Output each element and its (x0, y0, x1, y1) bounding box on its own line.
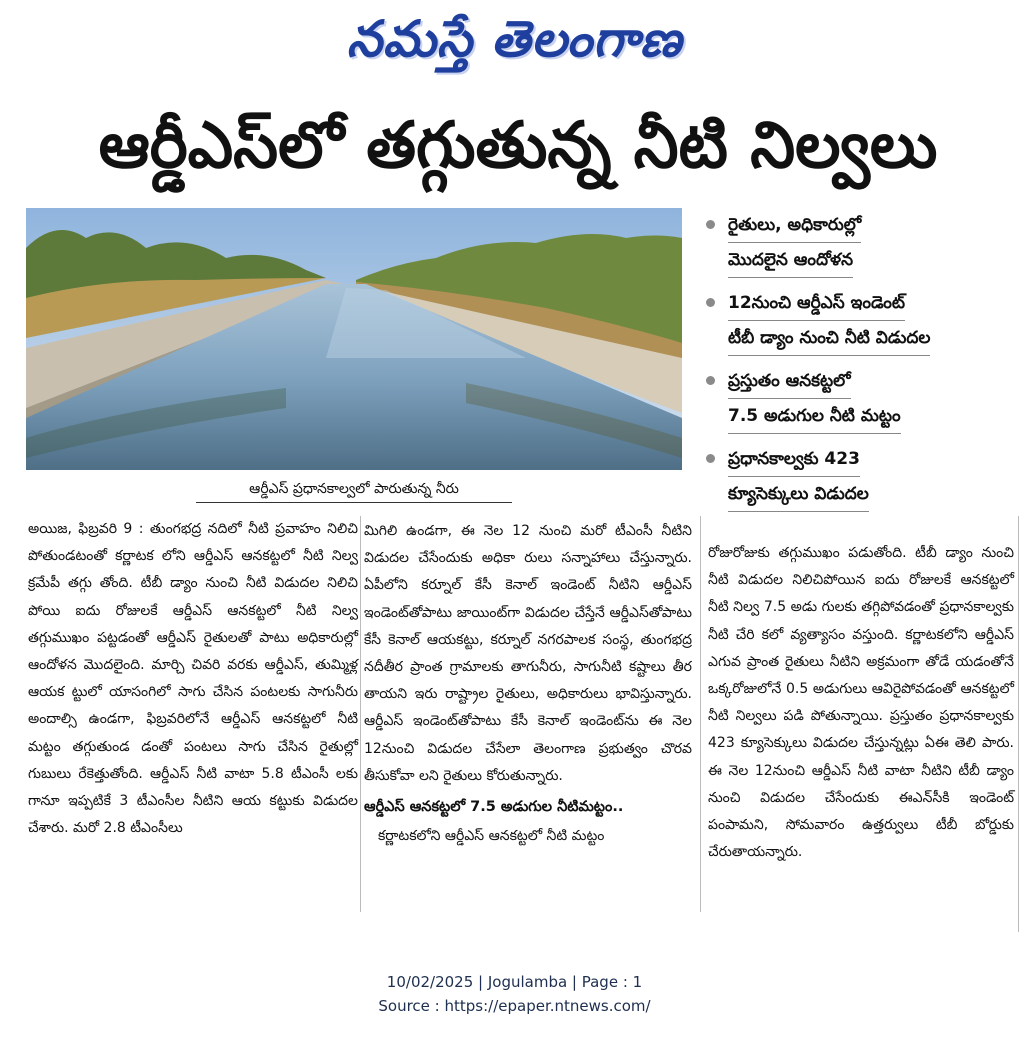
article-paragraph: అయిజ, ఫిబ్రవరి 9 : తుంగభద్ర నదిలో నీటి ప్రవాహం నిలిచి పోతుండటంతో కర్ణాటక లోని ఆర్డీఎస్ ఆనకట్టలో నీటి నిల్వ క్రమేపీ తగ్గు తోంది. టీబీ డ్యాం నుంచి నీటి విడుదల నిలిచి పోయి ఐదు రోజులకే ఆర్డీఎస్ ఆనకట్టలో నీటి నిల్వ తగ్గుముఖం పట్టడంతో ఆర్డీఎస్ రైతులతో పాటు అధికారుల్లో ఆందోళన మొదలైంది. మార్చి చివరి వరకు ఆర్డీఎస్, తుమ్మిళ్ల ఆయక ట్టులో యాసంగిలో సాగు చేసిన పంటలకు సాగునీరు అందాల్సి ఉండగా, ఫిబ్రవరిలోనే ఆర్డీఎస్ ఆనకట్టలో నీటి మట్టం తగ్గుతుండ డంతో పంటలు సాగు చేసిన రైతుల్లో గుబులు రేకెత్తుతోంది. ఆర్డీఎస్ నీటి వాటా 5.8 టీఎంసీ లకు గానూ ఇప్పటికే 3 టీఎంసీల నీటిని ఆయ కట్టుకు విడుదల చేశారు. మరో 2.8 టీఎంసీలు (28, 521, 358, 837)
highlight-line: మొదలైన ఆందోళన (728, 243, 853, 278)
highlights-list (704, 208, 1014, 520)
headline: ఆర్డీఎస్‌లో తగ్గుతున్న నీటి నిల్వలు (98, 109, 938, 183)
highlight-item (704, 208, 1014, 278)
bullet-icon (706, 220, 715, 229)
newspaper-logo: నమస్తే తెలంగాణ (346, 10, 683, 68)
photo-caption: ఆర్డీఎస్ ప్రధానకాల్వలో పారుతున్న నీరు (249, 481, 459, 497)
column-divider (700, 516, 701, 912)
highlight-line: 12నుంచి ఆర్డీఎస్ ఇండెంట్ (728, 286, 905, 321)
highlight-line: 7.5 అడుగుల నీటి మట్టం (728, 399, 901, 434)
bullet-icon (706, 376, 715, 385)
highlight-line: రైతులు, అధికారుల్లో (728, 208, 861, 243)
article-subheading: ఆర్డీఎస్ ఆనకట్టలో 7.5 అడుగుల నీటిమట్టం.. (364, 799, 624, 816)
highlight-item (704, 442, 1014, 512)
page-footer (0, 970, 1029, 1018)
column-divider (360, 516, 361, 912)
bullet-icon (706, 298, 715, 307)
article-column-2 (364, 518, 692, 850)
highlight-line: ప్రస్తుతం ఆనకట్టలో (728, 364, 851, 399)
article-paragraph: రోజురోజుకు తగ్గుముఖం పడుతోంది. టీబీ డ్యాం నుంచి నీటి విడుదల నిలిచిపోయిన ఐదు రోజులకే ఆనకట్టలో నీటి నిల్వ 7.5 అడు గులకు తగ్గిపోవడంతో ప్రధానకాల్వకు నీటి చేరి కలో వ్యత్యాసం వస్తుంది. కర్ణాటకలోని ఆర్డీఎస్ ఎగువ ప్రాంత రైతులు నీటిని అక్రమంగా తోడే యడంతోనే ఒక్కరోజులోనే 0.5 అడుగులు ఆవిరైపోవడంతో ఆనకట్టలో నీటి నిల్వలు పడి పోతున్నాయి. ప్రస్తుతం ప్రధానకాల్వకు 423 క్యూసెక్కులు విడుదల చేస్తున్నట్లు ఏఈ తెలి పారు. ఈ నెల 12నుంచి ఆర్డీఎస్ నీటి వాటా నీటిని టీబీ డ్యాం నుంచి విడుదల చేసేందుకు ఈఎన్‌సీకి ఇండెంట్ పంపామని, సోమవారం ఉత్తర్వులు టీబీ బోర్డుకు చేరుతాయన్నారు. (708, 545, 1014, 861)
footer-source: Source : https://epaper.ntnews.com/ (378, 997, 651, 1015)
highlight-item (704, 364, 1014, 434)
masthead (0, 0, 1029, 80)
footer-date-edition: 10/02/2025 | Jogulamba | Page : 1 (386, 973, 643, 991)
column-divider (1018, 516, 1019, 932)
highlight-item (704, 286, 1014, 356)
article-paragraph: మిగిలి ఉండగా, ఈ నెల 12 నుంచి మరో టీఎంసీ నీటిని విడుదల చేసేందుకు అధికా రులు సన్నాహాలు చేస్తున్నారు. ఏపీలోని కర్నూల్ కేసీ కెనాల్ ఇండెంట్ నీటిని ఆర్డీఎస్ ఇండెంట్‌తోపాటు జాయింట్‌గా విడుదల చేస్తేనే ఆర్డీఎస్‌తోపాటు కేసీ కెనాల్ ఆయకట్టు, కర్నూల్ నగరపాలక సంస్థ, తుంగభద్ర నదీతీర ప్రాంత గ్రామాలకు తాగునీరు, సాగునీటి కష్టాలు తీర తాయని ఇరు రాష్ట్రాల రైతులు, అధికారులు భావిస్తున్నారు. ఆర్డీఎస్ ఇండెంట్‌తోపాటు కేసీ కెనాల్ ఇండెంట్‌ను ఈ నెల 12నుంచి విడుదల చేసేలా తెలంగాణ ప్రభుత్వం చొరవ తీసుకోవా లని రైతులు కోరుతున్నారు. (364, 523, 692, 784)
article-column-3 (708, 540, 1014, 866)
bullet-icon (706, 454, 715, 463)
article-paragraph: కర్ణాటకలోని ఆర్డీఎస్ ఆనకట్టలో నీటి మట్టం (378, 828, 605, 845)
highlight-line: ప్రధానకాల్వకు 423 (728, 442, 860, 477)
article-column-1 (28, 516, 358, 842)
highlight-line: క్యూసెక్కులు విడుదల (728, 477, 869, 512)
canal-photo (26, 208, 682, 470)
caption-underline (196, 502, 512, 503)
highlight-line: టీబీ డ్యాం నుంచి నీటి విడుదల (728, 321, 930, 356)
